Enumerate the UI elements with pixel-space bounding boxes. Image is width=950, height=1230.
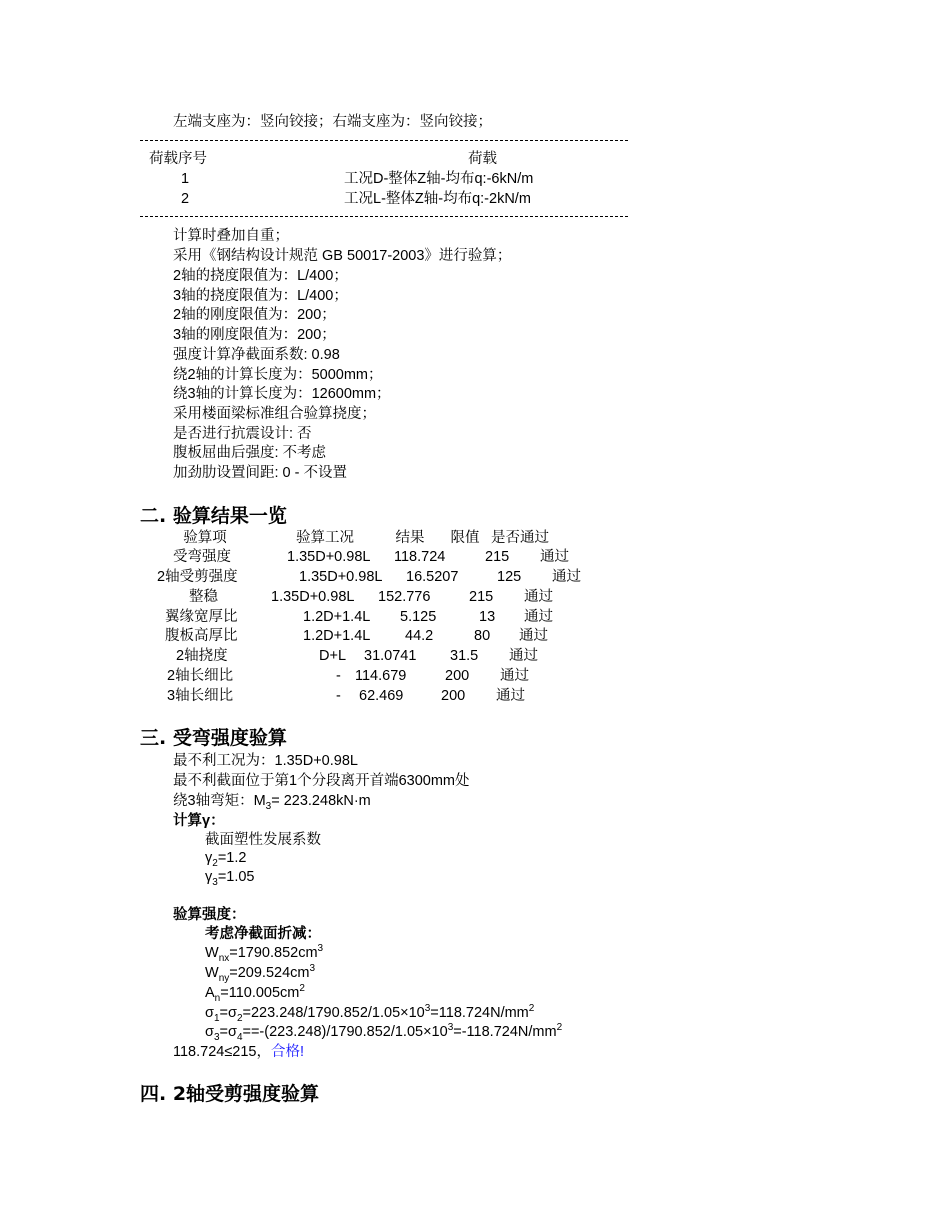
results-cell: 16.5207 <box>406 569 459 585</box>
param-line: 计算时叠加自重； <box>173 228 289 244</box>
section3-title: 三. 受弯强度验算 <box>140 727 287 749</box>
load-row-id: 1 <box>181 171 190 187</box>
moment-line: 绕3轴弯矩：$M_3= 223.248kN\cdot m$ <box>173 793 371 812</box>
wnx-value: $W_{nx}=1790.852cm^3$ <box>205 943 324 964</box>
param-line: 强度计算净截面系数: 0.98 <box>173 347 340 363</box>
results-cell: 31.0741 <box>364 648 417 664</box>
load-row-load: 工况L-整体Z轴-均布q:-2kN/m <box>344 191 531 207</box>
results-cell: 通过 <box>540 549 569 565</box>
results-cell: 1.2D+1.4L <box>303 609 371 625</box>
section4-title: 四. 2轴受剪强度验算 <box>140 1083 320 1105</box>
support-line: 左端支座为：竖向铰接；右端支座为：竖向铰接； <box>173 114 492 130</box>
results-cell: 44.2 <box>405 628 434 644</box>
results-cell: 通过 <box>524 609 553 625</box>
check-strength-heading: 验算强度： <box>173 907 246 923</box>
param-line: 3轴的挠度限值为：L/400； <box>173 288 348 304</box>
results-cell: 2轴挠度 <box>176 648 228 664</box>
results-cell: D+L <box>319 648 347 664</box>
results-cell: 2轴受剪强度 <box>157 569 238 585</box>
param-line: 2轴的刚度限值为：200； <box>173 307 336 323</box>
param-line: 腹板屈曲后强度: 不考虑 <box>173 445 327 461</box>
load-row-load: 工况D-整体Z轴-均布q:-6kN/m <box>344 171 534 187</box>
results-cell: 通过 <box>524 589 553 605</box>
results-cell: 翼缘宽厚比 <box>165 609 238 625</box>
pass-label: 合格! <box>271 1044 305 1060</box>
net-reduction-heading: 考虑净截面折减： <box>205 926 321 942</box>
load-row-id: 2 <box>181 191 190 207</box>
plastic-coef-label: 截面塑性发展系数 <box>205 832 321 848</box>
results-cell: 31.5 <box>450 648 479 664</box>
results-cell: 215 <box>485 549 510 565</box>
results-cell: 1.35D+0.98L <box>271 589 355 605</box>
gamma3-value: $\gamma_3=1.05$ <box>205 869 255 888</box>
results-cell: 114.679 <box>355 668 407 684</box>
results-cell: 125 <box>497 569 522 585</box>
param-line: 3轴的刚度限值为：200； <box>173 327 336 343</box>
results-cell: 1.35D+0.98L <box>299 569 383 585</box>
results-cell: 2轴长细比 <box>167 668 234 684</box>
param-line: 是否进行抗震设计: 否 <box>173 426 312 442</box>
results-cell: 200 <box>445 668 470 684</box>
worst-section: 最不利截面位于第1个分段离开首端6300mm处 <box>173 773 470 789</box>
results-cell: 62.469 <box>359 688 404 704</box>
results-cell: 通过 <box>552 569 581 585</box>
results-cell: - <box>336 668 341 684</box>
results-cell: 受弯强度 <box>173 549 231 565</box>
results-header-result: 结果 <box>395 530 425 546</box>
results-cell: 13 <box>479 609 496 625</box>
results-cell: 200 <box>441 688 466 704</box>
param-line: 采用《钢结构设计规范 GB 50017-2003》进行验算； <box>173 248 512 264</box>
results-header-limit: 限值 <box>450 530 480 546</box>
gamma2-value: $\gamma_2=1.2$ <box>205 850 247 869</box>
results-cell: 80 <box>474 628 491 644</box>
results-cell: - <box>336 688 341 704</box>
results-cell: 通过 <box>509 648 538 664</box>
load-table-header-id: 荷载序号 <box>149 151 207 167</box>
section2-title: 二. 验算结果一览 <box>140 505 287 527</box>
strength-result: 118.724≤215，合格! <box>173 1044 305 1060</box>
results-cell: 通过 <box>519 628 548 644</box>
results-cell: 通过 <box>496 688 525 704</box>
results-cell: 腹板高厚比 <box>165 628 238 644</box>
param-line: 绕3轴的计算长度为：12600mm； <box>173 386 391 402</box>
calc-gamma-heading: 计算γ： <box>173 813 225 829</box>
load-table-header-load: 荷载 <box>468 151 497 167</box>
sigma34-formula: $\sigma_3=\sigma_4==-(223.248)/1790.852/1.05\times 10^3=-118.724N/mm^2$ <box>205 1022 563 1043</box>
wny-value: $W_{ny}=209.524cm^3$ <box>205 963 316 984</box>
param-line: 采用楼面梁标准组合验算挠度； <box>173 406 376 422</box>
results-header-case: 验算工况 <box>296 530 354 546</box>
divider-top <box>140 140 628 142</box>
results-header-item: 验算项 <box>183 530 227 546</box>
results-cell: 3轴长细比 <box>167 688 234 704</box>
results-cell: 整稳 <box>189 589 218 605</box>
results-header-pass: 是否通过 <box>491 530 549 546</box>
an-value: $A_n=110.005cm^2$ <box>205 983 305 1004</box>
results-cell: 215 <box>469 589 494 605</box>
results-cell: 1.35D+0.98L <box>287 549 371 565</box>
results-cell: 通过 <box>500 668 529 684</box>
divider-bottom <box>140 216 628 218</box>
results-cell: 152.776 <box>378 589 431 605</box>
worst-case: 最不利工况为：1.35D+0.98L <box>173 753 358 769</box>
param-line: 绕2轴的计算长度为：5000mm； <box>173 367 383 383</box>
results-cell: 5.125 <box>400 609 437 625</box>
sigma12-formula: $\sigma_1=\sigma_2=223.248/1790.852/1.05\times 10^3=118.724N/mm^2$ <box>205 1003 535 1024</box>
param-line: 2轴的挠度限值为：L/400； <box>173 268 348 284</box>
results-cell: 1.2D+1.4L <box>303 628 371 644</box>
results-cell: 118.724 <box>394 549 446 565</box>
param-line: 加劲肋设置间距: 0 - 不设置 <box>173 465 348 481</box>
